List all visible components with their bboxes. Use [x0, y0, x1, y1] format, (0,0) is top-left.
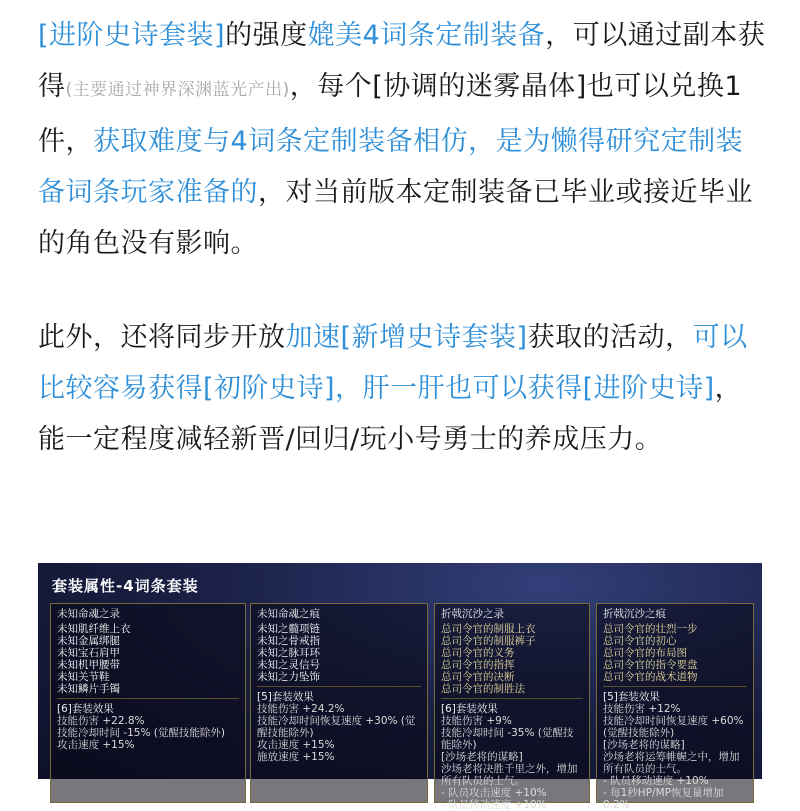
advanced-epic-set-link[interactable]: [进阶史诗套装] [38, 20, 226, 51]
set-effect: - 队员移动速度 +10% [441, 799, 547, 811]
text-segment: 获取 [527, 322, 583, 353]
set-effect: 技能冷却时间 -35% (觉醒技能除外) [441, 727, 574, 751]
set-item: 总司令官的义务 [441, 647, 515, 659]
set-item: 总司令官的布局图 [603, 647, 687, 659]
set-column [250, 603, 428, 803]
text-segment: ，能一定程度减轻新晋/回归/玩小号勇士的养成压力。 [38, 373, 743, 455]
highlight-text: 加速[新增史诗套装] [285, 322, 528, 353]
set-effect: 技能冷却时间 -15% (觉醒技能除外) [57, 727, 225, 739]
set-item: 总司令官的制服上衣 [441, 623, 536, 635]
set-column [50, 603, 246, 803]
set-effect: [沙场老将的谋略] [603, 739, 685, 751]
text-segment: 的活动， [582, 322, 693, 353]
set-item: 未知之灵信号 [257, 659, 320, 671]
set-item: 总司令官的制胜法 [441, 683, 525, 695]
set-column [434, 603, 590, 811]
divider [57, 698, 239, 699]
set-effect: - 队员攻击速度 +10% [441, 787, 547, 799]
set-name: 未知命魂之痕 [257, 608, 320, 620]
text-segment: 的强度 [225, 20, 308, 51]
set-item: 总司令官的初心 [603, 635, 677, 647]
set-item: 未知关节鞋 [57, 671, 110, 683]
set-effect: 沙场老将运筹帷幄之中，增加所有队员的士气。 [603, 751, 740, 775]
set-item: 未知之脉耳环 [257, 647, 320, 659]
set-effect-header: [6]套装效果 [57, 703, 114, 715]
set-item: 未知之髓项链 [257, 623, 320, 635]
set-item: 总司令官的指挥 [441, 659, 515, 671]
source-note: (主要通过神界深渊蓝光产出) [65, 80, 290, 100]
set-effect-header: [5]套装效果 [257, 691, 314, 703]
set-item: 未知金属绑腿 [57, 635, 120, 647]
text-segment: ，对当前版本定制装备已毕业或接近毕业的角色没有影响。 [38, 177, 753, 259]
set-effect: 技能伤害 +9% [441, 715, 512, 727]
set-effect: - 每1秒HP/MP恢复量增加0.2% [603, 787, 724, 811]
divider [441, 698, 583, 699]
set-item: 未知之力坠饰 [257, 671, 320, 683]
set-item: 未知宝石肩甲 [57, 647, 120, 659]
article-text [38, 10, 768, 465]
divider [603, 686, 747, 687]
highlight-text: 获取难度与4词条定制装备相仿，是为懒得研究定制装备词条玩家准备的 [38, 126, 744, 208]
set-attributes-screenshot [38, 563, 762, 811]
text-segment: ，每个[协调的迷雾晶体]也可以兑换1件， [38, 71, 743, 157]
set-item: 未知机甲腰带 [57, 659, 120, 671]
set-effect: 攻击速度 +15% [257, 739, 335, 751]
text-segment: ，可以通过副本获得 [38, 20, 766, 102]
set-item: 总司令官的壮烈一步 [603, 623, 698, 635]
set-effect: 沙场老将决胜千里之外，增加所有队员的士气。 [441, 763, 578, 787]
divider [257, 686, 421, 687]
set-effect: 技能冷却时间恢复速度 +30% (觉醒技能除外) [257, 715, 416, 739]
set-name: 未知命魂之录 [57, 608, 120, 620]
set-effect: 技能冷却时间恢复速度 +60% (觉醒技能除外) [603, 715, 744, 739]
set-item: 总司令官的制服裤子 [441, 635, 536, 647]
panel-title: 套装属性-4词条套装 [52, 577, 199, 595]
set-effect-header: [6]套装效果 [441, 703, 498, 715]
set-effect: 技能伤害 +24.2% [257, 703, 345, 715]
paragraph-1 [38, 10, 768, 269]
text-segment: 此外，还将同步开放 [38, 322, 286, 353]
highlight-text: 媲美4词条定制装备 [307, 20, 546, 51]
set-effect: 技能伤害 +12% [603, 703, 681, 715]
set-item: 总司令官的指令要盘 [603, 659, 698, 671]
highlight-text: 可以比较容易获得[初阶史诗]，肝一肝也可以获得[进阶史诗] [38, 322, 748, 404]
set-effect: 技能伤害 +22.8% [57, 715, 145, 727]
set-effect: 施放速度 +15% [257, 751, 335, 763]
set-item: 未知鳞片手镯 [57, 683, 120, 695]
set-name: 折戟沉沙之录 [441, 608, 504, 620]
paragraph-2 [38, 312, 768, 465]
set-effect: - 队员移动速度 +10% [603, 775, 709, 787]
set-column [596, 603, 754, 811]
set-item: 未知之骨戒指 [257, 635, 320, 647]
set-effect: [沙场老将的谋略] [441, 751, 523, 763]
set-name: 折戟沉沙之痕 [603, 608, 666, 620]
set-item: 总司令官的战术道物 [603, 671, 698, 683]
set-effect: 攻击速度 +15% [57, 739, 135, 751]
set-item: 未知肌纤维上衣 [57, 623, 131, 635]
set-item: 总司令官的决断 [441, 671, 515, 683]
set-effect-header: [5]套装效果 [603, 691, 660, 703]
